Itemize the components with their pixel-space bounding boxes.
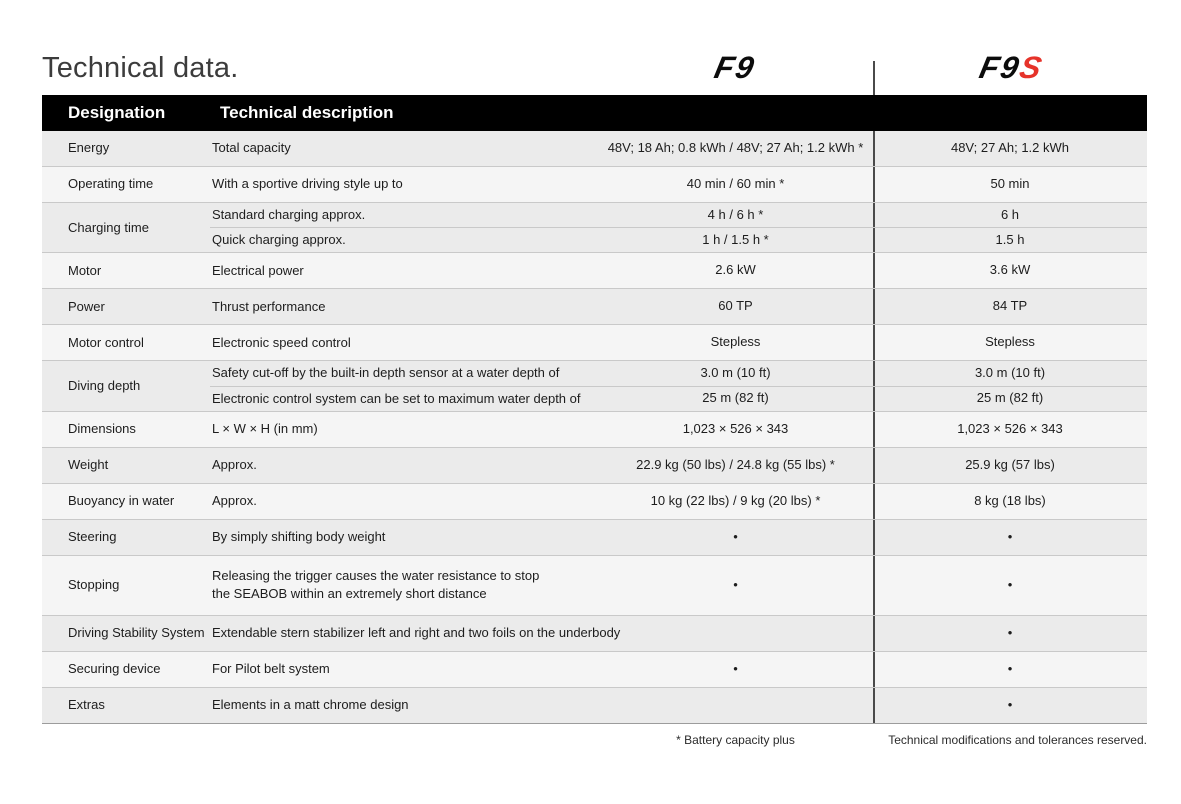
f9s-value: 25 m (82 ft) [873,387,1145,411]
f9-value: 22.9 kg (50 lbs) / 24.8 kg (55 lbs) * [636,456,835,472]
f9-value: Stepless [710,334,761,350]
row-designation: Motor control [68,334,144,350]
f9-value: 1 h / 1.5 h * [702,231,769,247]
table-body [42,131,1147,724]
f9-value: 60 TP [718,298,753,314]
header-description: Technical description [220,103,394,122]
f9-logo-zone [598,50,873,95]
row-designation: Steering [68,529,117,545]
modifications-note: Technical modifications and tolerances reserved. [888,732,1147,747]
f9s-bullet: • [873,556,1145,615]
table-row-stopping [42,555,1147,615]
row-description: Electronic control system can be set to maximum water depth of [212,390,581,406]
row-designation: Power [68,298,105,314]
table-row-motor-control [42,324,1147,360]
row-designation: Energy [68,140,110,156]
row-description: Extendable stern stabilizer left and right and two foils on the underbody [212,625,621,641]
f9-value: 10 kg (22 lbs) / 9 kg (20 lbs) * [650,492,821,508]
f9-value: 1,023 × 526 × 343 [682,420,789,436]
table-row-buoyancy [42,483,1147,519]
f9-value: 3.0 m (10 ft) [700,365,771,381]
f9s-value: 48V; 27 Ah; 1.2 kWh [873,131,1145,166]
row-description: L × W × H (in mm) [212,421,318,437]
row-description: For Pilot belt system [212,661,330,677]
row-designation: Weight [68,457,109,473]
table-row-charging-time [42,202,1147,252]
row-description: Approx. [212,493,257,509]
f9s-value: 6 h [873,203,1145,227]
row-designation: Driving Stability System [68,625,205,641]
row-designation: Charging time [68,219,149,235]
table-row-securing-device [42,651,1147,687]
f9-bullet: • [733,576,738,592]
row-description: Safety cut-off by the built-in depth sensor at a water depth of [212,365,560,381]
f9-value: 48V; 18 Ah; 0.8 kWh / 48V; 27 Ah; 1.2 kWh * [607,140,864,156]
f9s-logo-red-s: S [1016,50,1047,85]
row-designation: Extras [68,697,105,713]
f9s-bullet: • [873,520,1145,555]
f9s-value: 1.5 h [873,228,1145,252]
table-row-driving-stability-system [42,615,1147,651]
f9-logo: F9 [711,50,760,85]
row-description: Electrical power [212,262,304,278]
table-row-motor [42,252,1147,288]
table-row-operating-time [42,166,1147,202]
table-header [42,95,1147,131]
table-row-dimensions [42,411,1147,447]
row-designation: Diving depth [68,377,141,393]
f9s-logo-zone [875,50,1147,95]
f9s-logo-black: F9 [975,50,1024,85]
f9s-value: 1,023 × 526 × 343 [873,412,1145,447]
row-description: Thrust performance [212,298,326,314]
table-row-energy [42,131,1147,166]
f9s-bullet: • [873,652,1145,687]
f9-bullet: • [733,528,738,544]
row-designation: Stopping [68,577,120,593]
f9-bullet [598,688,873,723]
row-description: Total capacity [212,140,291,156]
f9s-value: 50 min [873,167,1145,202]
f9-value: 25 m (82 ft) [702,390,769,406]
row-designation: Securing device [68,661,161,677]
row-description: Approx. [212,457,257,473]
row-description: Releasing the trigger causes the water resistance to stop the SEABOB within an extremely short distance [212,568,540,602]
battery-capacity-note: * Battery capacity plus [676,732,795,747]
footer-notes [42,733,1147,747]
row-designation: Buoyancy in water [68,493,175,509]
row-description: Electronic speed control [212,334,351,350]
f9-bullet: • [733,660,738,676]
table-row-weight [42,447,1147,483]
table-row-power [42,288,1147,324]
f9s-value: 25.9 kg (57 lbs) [873,448,1145,483]
f9-value: 40 min / 60 min * [686,176,785,192]
f9s-value: 8 kg (18 lbs) [873,484,1145,519]
f9s-value: 3.0 m (10 ft) [873,361,1145,385]
header-designation: Designation [68,103,166,122]
row-designation: Motor [68,262,102,278]
row-description: Standard charging approx. [212,207,366,222]
top-header [42,0,1147,95]
row-designation: Dimensions [68,421,136,437]
f9s-value: 3.6 kW [873,253,1145,288]
f9s-bullet: • [873,616,1145,651]
row-designation: Operating time [68,176,154,192]
f9-value: 4 h / 6 h * [707,206,764,222]
f9-value: 2.6 kW [715,262,756,278]
table-row-extras [42,687,1147,723]
page-title: Technical data. [42,52,239,84]
table-row-diving-depth [42,360,1147,410]
technical-data-sheet [42,0,1147,747]
row-description: With a sportive driving style up to [212,176,403,192]
row-description: Quick charging approx. [212,232,346,248]
f9s-value: 84 TP [873,289,1145,324]
row-description: Elements in a matt chrome design [212,697,409,713]
footer-spacer [42,733,598,747]
row-description: By simply shifting body weight [212,529,386,545]
f9s-logo [976,50,1047,86]
f9s-value: Stepless [873,325,1145,360]
f9-bullet [598,616,873,651]
f9s-bullet: • [873,688,1145,723]
table-row-steering [42,519,1147,555]
